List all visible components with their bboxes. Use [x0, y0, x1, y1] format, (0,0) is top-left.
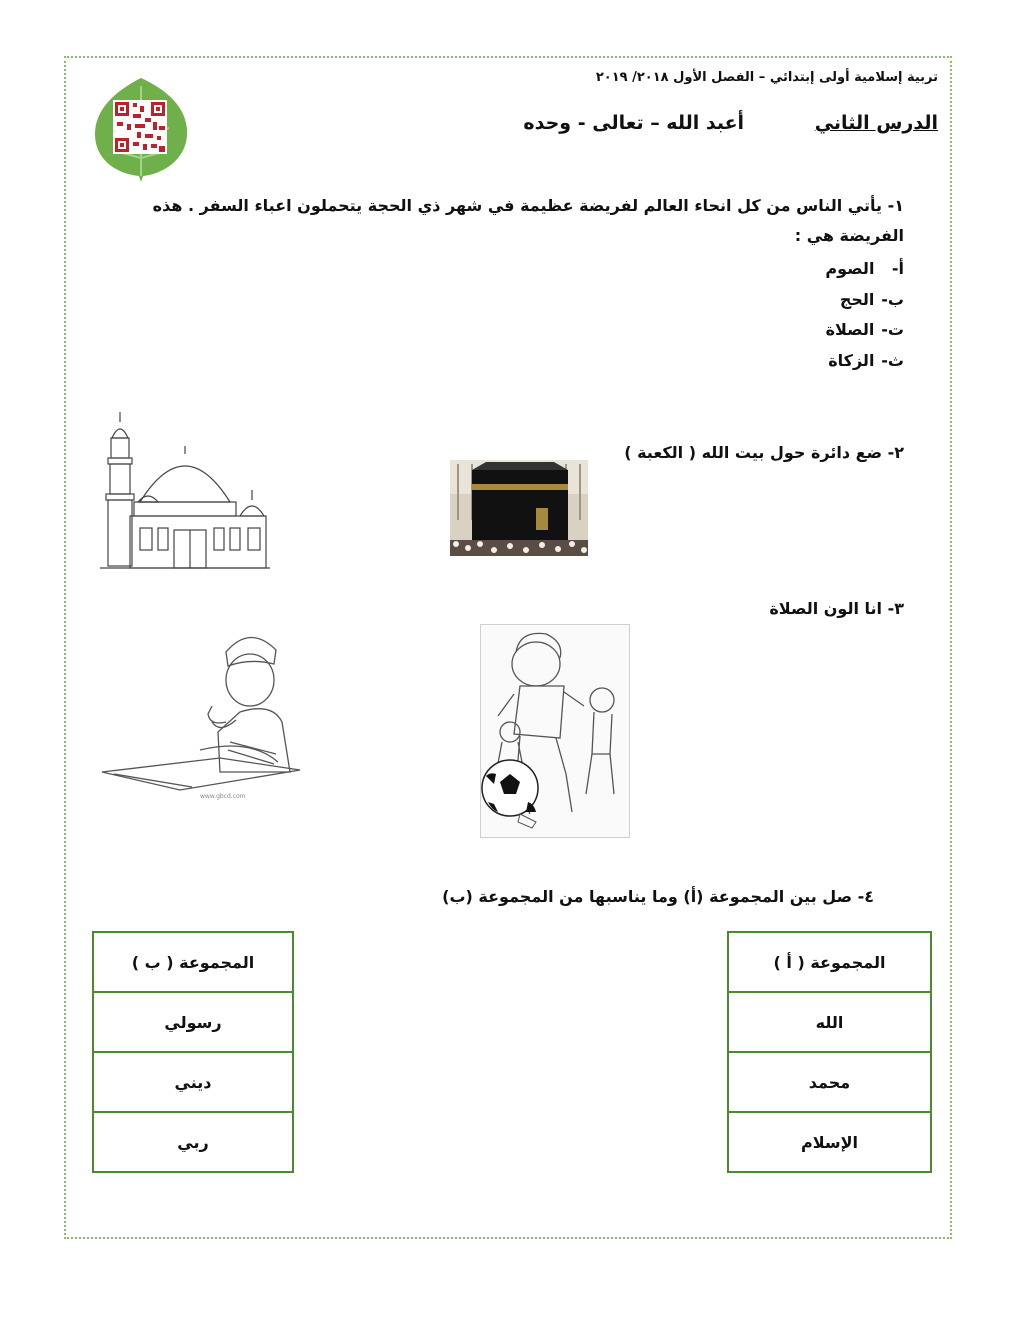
lesson-heading: [523, 112, 938, 134]
group-b-item[interactable]: ربي: [93, 1112, 293, 1172]
option-text: الزكاة: [828, 350, 875, 370]
option-text: الصلاة: [825, 320, 875, 339]
qr-code: [113, 100, 167, 154]
praying-boy-image[interactable]: [100, 622, 310, 802]
group-b-header: المجموعة ( ب ): [93, 932, 293, 992]
option-letter: ت-: [881, 320, 904, 339]
option-c[interactable]: [825, 315, 904, 346]
mosque-image[interactable]: [100, 410, 270, 570]
question-2: ٢- ضع دائرة حول بيت الله ( الكعبة ): [624, 443, 904, 462]
option-d[interactable]: [825, 346, 904, 377]
group-a-item[interactable]: الإسلام: [728, 1112, 931, 1172]
leaf-qr-logo: [93, 76, 189, 182]
group-a-table: [727, 931, 932, 1173]
option-letter: ب-: [881, 289, 904, 309]
option-letter: أ-: [891, 259, 904, 278]
option-b[interactable]: [825, 285, 904, 316]
group-a-item[interactable]: محمد: [728, 1052, 931, 1112]
football-boys-image[interactable]: [480, 624, 630, 838]
question-1: ١- يأتي الناس من كل انحاء العالم لفريضة عظيمة في شهر ذي الحجة يتحملون اعباء السفر . هذه الفريضة هي :: [152, 196, 904, 245]
group-b-item[interactable]: رسولي: [93, 992, 293, 1052]
group-b-item[interactable]: ديني: [93, 1052, 293, 1112]
group-b-table: [92, 931, 294, 1173]
question-1-options: [825, 254, 904, 376]
subject-header: تربية إسلامية أولى إبتدائي – الفصل الأول ٢٠١٨/ ٢٠١٩: [595, 70, 938, 85]
lesson-title: أعبد الله – تعالى - وحده: [523, 112, 745, 134]
question-3: ٣- انا الون الصلاة: [769, 599, 904, 618]
option-text: الصوم: [825, 259, 875, 278]
option-text: الحج: [839, 289, 875, 309]
group-a-item[interactable]: الله: [728, 992, 931, 1052]
option-a[interactable]: [825, 254, 904, 285]
lesson-label: الدرس الثاني: [814, 112, 938, 134]
question-4: ٤- صل بين المجموعة (أ) وما يناسبها من المجموعة (ب): [442, 887, 874, 906]
option-letter: ث-: [881, 350, 904, 370]
kaaba-image[interactable]: [450, 460, 588, 556]
group-a-header: المجموعة ( أ ): [728, 932, 931, 992]
svg-text:www.gbcd.com: www.gbcd.com: [200, 793, 246, 800]
